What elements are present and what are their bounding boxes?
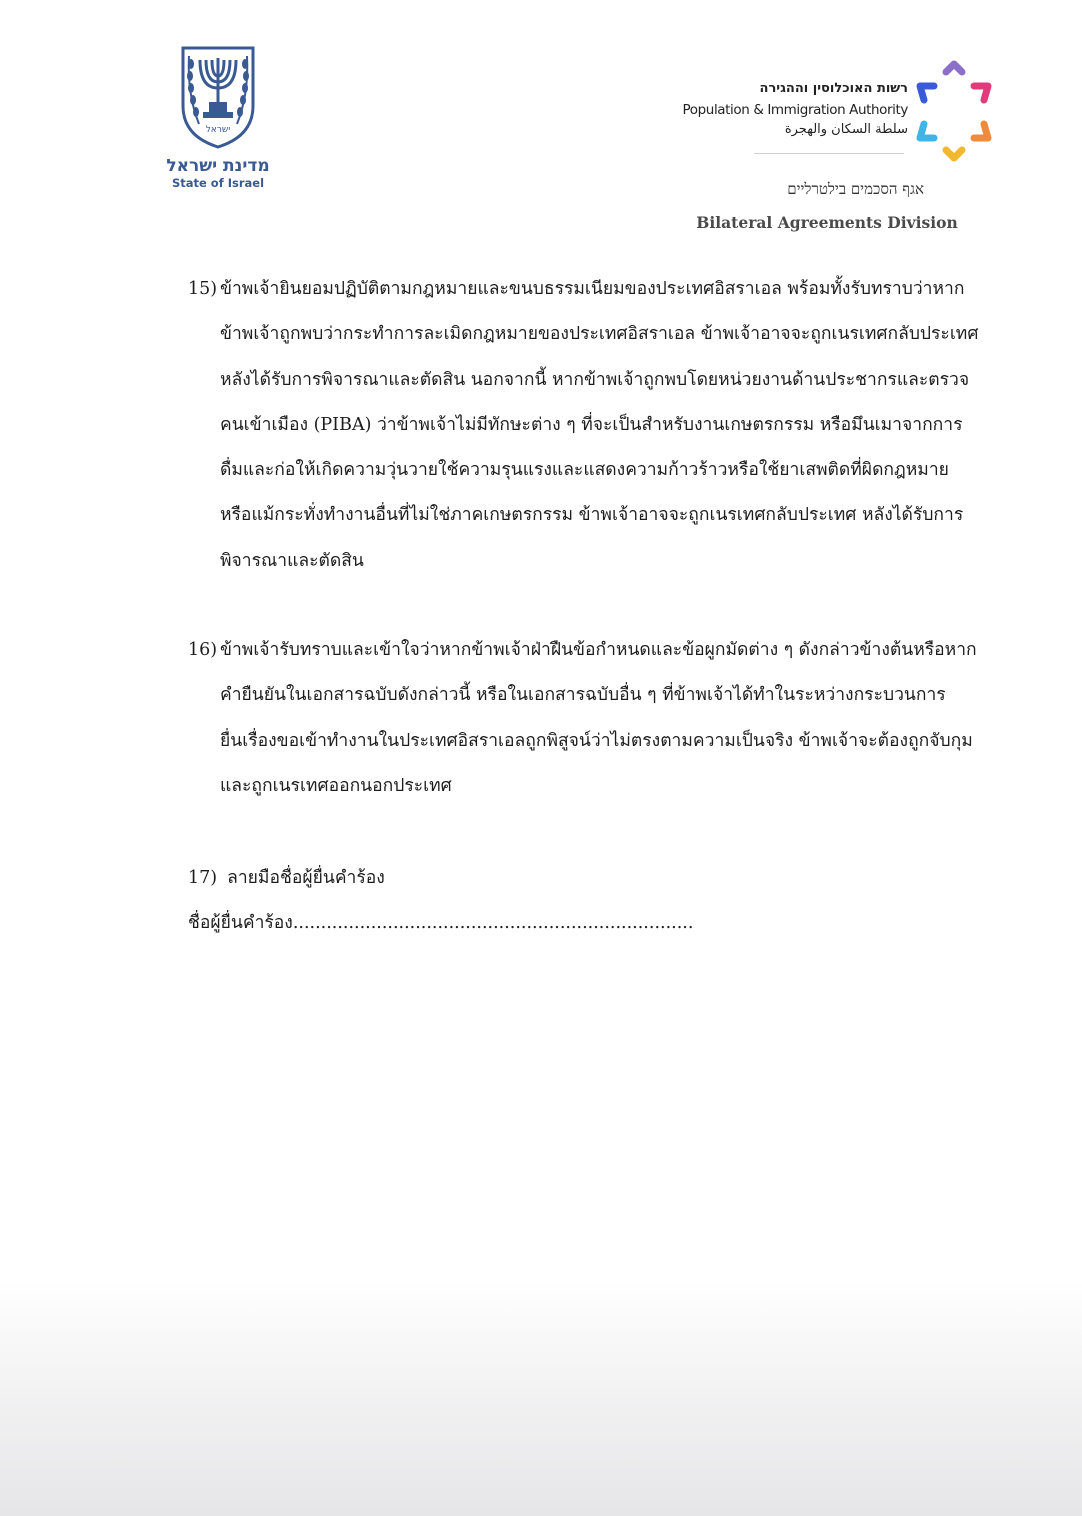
clause-line: หรือแม้กระทั่งทำงานอื่นที่ไม่ใช่ภาคเกษตรกรรม ข้าพเจ้าอาจจะถูกเนรเทศกลับประเทศ หลังได้รับการ <box>220 505 964 526</box>
clause-line: หลังได้รับการพิจารณาและตัดสิน นอกจากนี้ หากข้าพเจ้าถูกพบโดยหน่วยงานด้านประชากรและตรวจ <box>220 369 970 390</box>
applicant-name-blank[interactable]: ........................................................................ <box>292 913 694 933</box>
menorah-emblem-icon <box>177 44 259 150</box>
svg-text:ישראל: ישראל <box>205 125 231 135</box>
state-emblem <box>160 44 276 190</box>
clause-15 <box>188 267 1008 584</box>
clause-number: 17) <box>188 868 218 888</box>
clause-16 <box>188 628 1008 809</box>
clause-number: 15) <box>188 279 218 299</box>
authority-name-english: Population & Immigration Authority <box>682 102 908 118</box>
division-name-hebrew: אגף הסכמים בילטרליים <box>787 180 924 198</box>
clause-text <box>220 267 1008 584</box>
clause-line: ข้าพเจ้ารับทราบและเข้าใจว่าหากข้าพเจ้าฝ่าฝืนข้อกำหนดและข้อผูกมัดต่าง ๆ ดังกล่าวข้างต้นหรือหาก <box>220 640 977 660</box>
authority-name-block <box>676 78 908 140</box>
applicant-name-line <box>188 901 693 946</box>
clause-line: พิจารณาและตัดสิน <box>220 550 364 571</box>
authority-name-arabic: سلطة السكان والهجرة <box>784 122 908 137</box>
clause-line: คนเข้าเมือง (PIBA) ว่าข้าพเจ้าไม่มีทักษะต่าง ๆ ที่จะเป็นสำหรับงานเกษตรกรรม หรือมึนเมาจากการ <box>220 414 963 435</box>
state-name-english: State of Israel <box>171 176 265 190</box>
clause-17 <box>188 856 385 901</box>
clause-line: คำยืนยันในเอกสารฉบับดังกล่าวนี้ หรือในเอกสารฉบับอื่น ๆ ที่ข้าพเจ้าได้ทำในระหว่างกระบวนการ <box>220 685 946 706</box>
applicant-name-label: ชื่อผู้ยื่นคำร้อง <box>188 913 293 933</box>
authority-name-hebrew: רשות האוכלוסין וההגירה <box>759 81 908 96</box>
clause-number: 16) <box>188 640 218 660</box>
clause-line: ข้าพเจ้าถูกพบว่ากระทำการละเมิดกฎหมายของประเทศอิสราเอล ข้าพเจ้าอาจจะถูกเนรเทศกลับประเทศ <box>220 324 979 345</box>
clause-text <box>220 628 1008 809</box>
clause-line: ยื่นเรื่องขอเข้าทำงานในประเทศอิสราเอลถูกพิสูจน์ว่าไม่ตรงตามความเป็นจริง ข้าพเจ้าจะต้องถูกจับกุม <box>220 730 973 751</box>
state-name-hebrew: מדינת ישראל <box>166 156 270 176</box>
header-divider <box>754 153 904 154</box>
signature-heading: ลายมือชื่อผู้ยื่นคำร้อง <box>227 868 385 888</box>
clause-line: ข้าพเจ้ายินยอมปฏิบัติตามกฎหมายและขนบธรรมเนียมของประเทศอิสราเอล พร้อมทั้งรับทราบว่าหาก <box>220 279 965 299</box>
clause-line: ดื่มและก่อให้เกิดความวุ่นวายใช้ความรุนแรงและแสดงความก้าวร้าวหรือใช้ยาเสพติดที่ผิดกฎหมาย <box>220 460 949 481</box>
clause-line: และถูกเนรเทศออกนอกประเทศ <box>220 775 452 796</box>
authority-star-logo-icon <box>912 60 996 164</box>
division-name-english: Bilateral Agreements Division <box>696 213 958 232</box>
